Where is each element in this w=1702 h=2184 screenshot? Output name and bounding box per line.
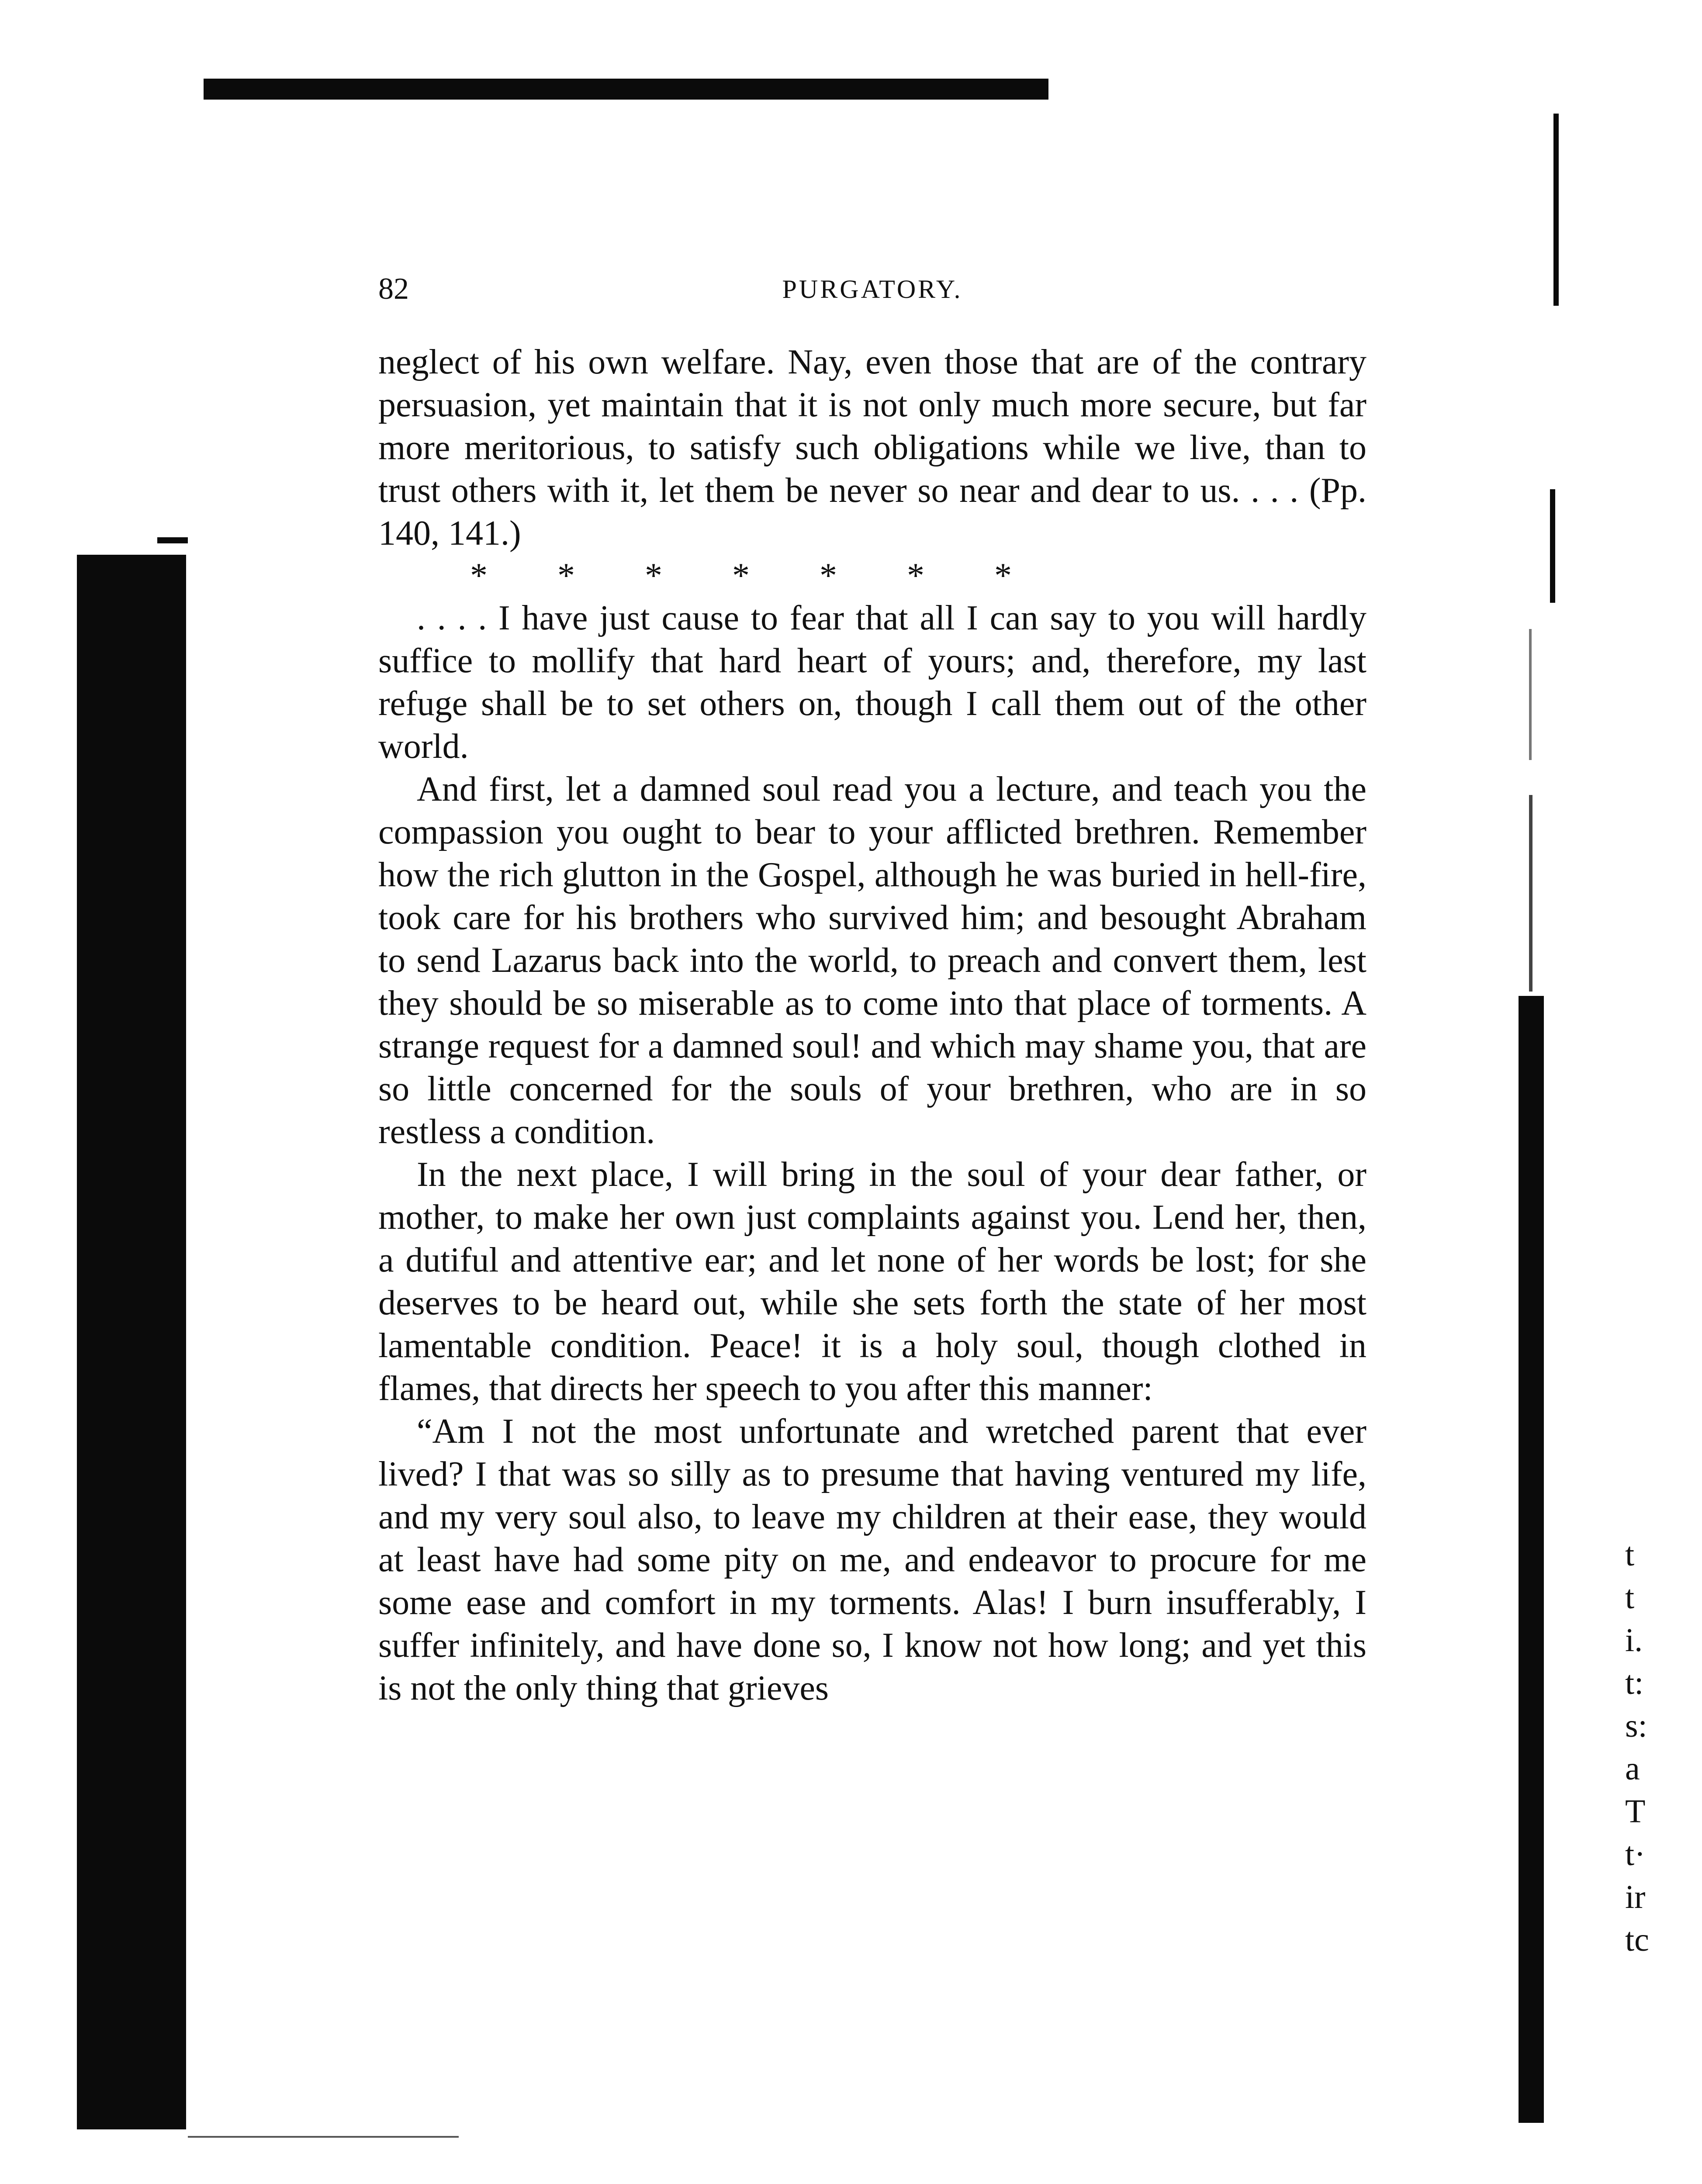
paragraph: In the next place, I will bring in the soul of your dear father, or mother, to make her own just complaints against you. Lend her, then, a dutiful and attentive ear; and let none of her words be lost; for she deserves to be heard out, while she sets forth the state of her most lamentable condition. Peace! it is a holy soul, though clothed in flames, that directs her speech to you after this manner: xyxy=(378,1155,1366,1408)
margin-fragment: i. xyxy=(1625,1622,1643,1659)
page-body xyxy=(378,341,1366,1710)
paragraph: And first, let a damned soul read you a lecture, and teach you the compassion you ought to bear to your afflicted brethren. Remember how the rich glutton in the Gospel, although he was buried in hell-fire, took care for his brothers who survived him; and besought Abraham to send Lazarus back into the world, to preach and convert them, lest they should be so miserable as to come into that place of torments. A strange request for a damned soul! and which may shame you, that are so little concerned for the souls of your brethren, who are in so restless a condition. xyxy=(378,770,1366,1151)
scan-left-edge-bar xyxy=(77,555,186,2129)
scan-right-edge-line xyxy=(1553,114,1559,306)
scan-bottom-rule xyxy=(188,2136,459,2138)
scan-top-bar xyxy=(204,79,1048,100)
margin-fragment: T xyxy=(1625,1793,1646,1830)
margin-fragment: t xyxy=(1625,1579,1635,1616)
scan-right-edge-bar xyxy=(1519,996,1544,2123)
scan-right-edge-line xyxy=(1529,795,1532,992)
scan-left-edge-tick xyxy=(157,537,188,543)
margin-fragment: t· xyxy=(1625,1836,1646,1873)
paragraph: “Am I not the most unfortunate and wretched parent that ever lived? I that was so silly as to presume that having ventured my life, and my very soul also, to leave my children at their ease, they would at least have had some pity on me, and endeavor to procure for me some ease and comfort in my torments. Alas! I burn insufferably, I suffer infinitely, and have done so, I know not how long; and yet this is not the only thing that grieves xyxy=(378,1412,1366,1707)
margin-fragment: ir xyxy=(1625,1879,1646,1915)
page-header xyxy=(378,267,1366,311)
scan-right-edge-line xyxy=(1550,489,1555,603)
margin-fragment: s: xyxy=(1625,1707,1647,1744)
scan-left-edge-foot xyxy=(83,2062,179,2079)
paragraph: neglect of his own welfare. Nay, even those that are of the contrary persuasion, yet maintain that it is not only much more secure, but far more meritorious, to satisfy such obligations while we live, than to trust others with it, let them be never so near and dear to us. . . . (Pp. 140, 141.) xyxy=(378,343,1366,553)
facing-page-fragments xyxy=(1625,1533,1678,1961)
margin-fragment: t xyxy=(1625,1536,1635,1573)
page-number: 82 xyxy=(378,272,409,306)
margin-fragment: t: xyxy=(1625,1665,1644,1701)
running-title: PURGATORY. xyxy=(782,275,963,304)
paragraph: . . . . I have just cause to fear that all I can say to you will hardly suffice to mollify that hard heart of yours; and, therefore, my last refuge shall be to set others on, though I call them out of the other world. xyxy=(378,599,1366,766)
scan-right-edge-line xyxy=(1529,629,1532,760)
section-break: * * * * * * * xyxy=(470,556,1012,595)
margin-fragment: tc xyxy=(1625,1921,1649,1958)
margin-fragment: a xyxy=(1625,1750,1640,1787)
